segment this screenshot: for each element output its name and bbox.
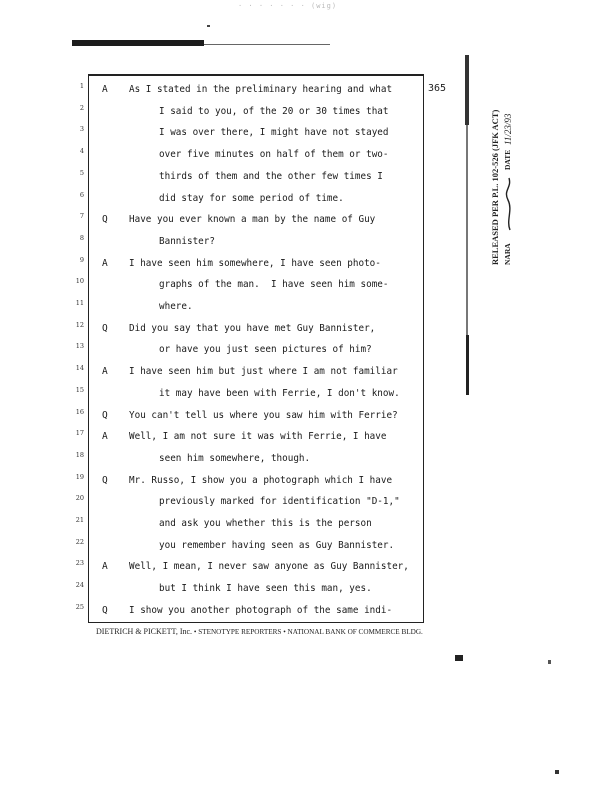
transcript-line (89, 451, 449, 469)
line-number: 1 (79, 82, 84, 90)
line-number: 13 (75, 342, 84, 351)
line-number: 22 (75, 537, 84, 546)
line-number: 12 (75, 320, 84, 329)
line-number: 21 (75, 516, 84, 524)
speaker-label: A (102, 431, 108, 443)
transcript-text: previously marked for identification "D-1," (159, 496, 400, 508)
footer-firm: DIETRICH & PICKETT, Inc. (96, 627, 193, 636)
transcript-line (89, 364, 449, 382)
top-rule (204, 44, 330, 45)
transcript-line (89, 538, 449, 556)
speaker-label: Q (102, 604, 108, 616)
transcript-text: I have seen him somewhere, I have seen photo- (129, 257, 381, 269)
transcript-line (89, 473, 449, 491)
transcript-line (89, 321, 449, 339)
stamp-date-value: 11/23/93 (503, 113, 513, 145)
line-number: 24 (75, 581, 84, 590)
transcript-line (89, 603, 449, 621)
transcript-line (89, 169, 449, 187)
transcript-text: I was over there, I might have not stayed (159, 127, 389, 139)
transcript-line (89, 212, 449, 230)
footer-reporters: STENOTYPE REPORTERS (198, 628, 282, 636)
transcript-line (89, 234, 449, 252)
top-redaction-bar (72, 40, 204, 46)
transcript-text: Did you say that you have met Guy Bannister, (129, 322, 376, 334)
transcript-text: over five minutes on half of them or two- (159, 149, 389, 161)
transcript-line (89, 559, 449, 577)
transcript-text: You can't tell us where you saw him with Ferrie? (129, 409, 398, 421)
speaker-label: Q (102, 409, 108, 421)
speaker-label: A (102, 84, 108, 95)
scan-edge-mark (466, 125, 468, 335)
line-number: 14 (75, 364, 84, 373)
transcript-body (88, 74, 424, 623)
scan-speck (548, 660, 551, 664)
stamp-date-label: DATE (503, 149, 512, 170)
line-number: 20 (75, 494, 84, 503)
transcript-line (89, 408, 449, 426)
transcript-text: you remember having seen as Guy Bannister. (159, 539, 395, 551)
footer-building: NATIONAL BANK OF COMMERCE BLDG. (287, 628, 423, 636)
transcript-text: graphs of the man. I have seen him some- (159, 279, 389, 291)
transcript-line (89, 191, 449, 209)
speaker-label: Q (102, 214, 108, 226)
footer-separator: • (193, 628, 197, 636)
transcript-line (89, 82, 449, 100)
line-number: 6 (79, 190, 84, 199)
transcript-text: I show you another photograph of the same indi- (129, 604, 393, 616)
page-number: 365 (428, 83, 447, 94)
transcript-line (89, 342, 449, 360)
transcript-text: where. (159, 301, 193, 312)
stamp-nara-label: NARA (503, 243, 512, 265)
transcript-text: did stay for some period of time. (159, 192, 344, 204)
line-number: 9 (79, 255, 84, 264)
line-number: 2 (79, 103, 84, 112)
faint-header-mark: · · · · · · · (wig) (238, 2, 338, 10)
transcript-text: thirds of them and the other few times I (159, 170, 383, 182)
line-number: 23 (75, 559, 84, 568)
transcript-line (89, 277, 449, 295)
line-number: 4 (79, 147, 84, 156)
transcript-text: seen him somewhere, though. (159, 452, 311, 464)
transcript-line (89, 125, 449, 143)
scan-speck (455, 655, 463, 661)
speaker-label: Q (102, 474, 108, 486)
transcript-text: As I stated in the preliminary hearing and what (129, 84, 393, 95)
transcript-text: Well, I mean, I never saw anyone as Guy Bannister, (129, 561, 409, 573)
line-number: 3 (79, 125, 84, 134)
release-stamp (488, 70, 516, 270)
transcript-text: or have you just seen pictures of him? (159, 344, 372, 356)
speaker-label: A (102, 366, 108, 378)
scan-speck (555, 770, 559, 774)
transcript-text: it may have been with Ferrie, I don't know. (159, 387, 400, 399)
transcript-line (89, 429, 449, 447)
transcript-line (89, 104, 449, 122)
scan-edge-mark (465, 55, 469, 125)
transcript-text: Have you ever known a man by the name of Guy (129, 214, 376, 226)
line-number: 25 (75, 602, 84, 611)
line-number: 7 (79, 212, 84, 221)
speaker-label: Q (102, 322, 108, 334)
speaker-label: A (102, 561, 108, 573)
transcript-line (89, 581, 449, 599)
transcript-text: I said to you, of the 20 or 30 times that (159, 105, 389, 117)
transcript-text: I have seen him but just where I am not familiar (129, 366, 398, 378)
transcript-text: Bannister? (159, 235, 215, 247)
line-number: 10 (75, 277, 84, 286)
line-number: 19 (75, 472, 84, 481)
transcript-line (89, 256, 449, 274)
line-number: 16 (75, 407, 84, 416)
transcript-text: Mr. Russo, I show you a photograph which I have (129, 474, 393, 486)
line-number: 11 (75, 299, 84, 307)
line-number: 18 (75, 450, 84, 459)
transcript-line (89, 147, 449, 165)
transcript-line (89, 516, 449, 534)
line-number: 5 (79, 168, 84, 177)
stray-mark (207, 25, 210, 27)
line-number: 8 (79, 233, 84, 242)
transcript-line (89, 386, 449, 404)
transcript-text: and ask you whether this is the person (159, 518, 372, 529)
stamp-line-1: RELEASED PER P.L. 102-526 (JFK ACT) (490, 109, 500, 265)
line-number: 17 (75, 429, 84, 438)
transcript-line (89, 494, 449, 512)
transcript-text: but I think I have seen this man, yes. (159, 583, 372, 595)
line-number: 15 (75, 385, 84, 394)
transcript-text: Well, I am not sure it was with Ferrie, I have (129, 431, 387, 443)
stamp-signature (506, 178, 510, 230)
speaker-label: A (102, 257, 108, 269)
reporter-footer (96, 627, 426, 636)
transcript-line (89, 299, 449, 317)
footer-separator: • (283, 628, 286, 636)
scan-edge-mark (466, 335, 469, 395)
